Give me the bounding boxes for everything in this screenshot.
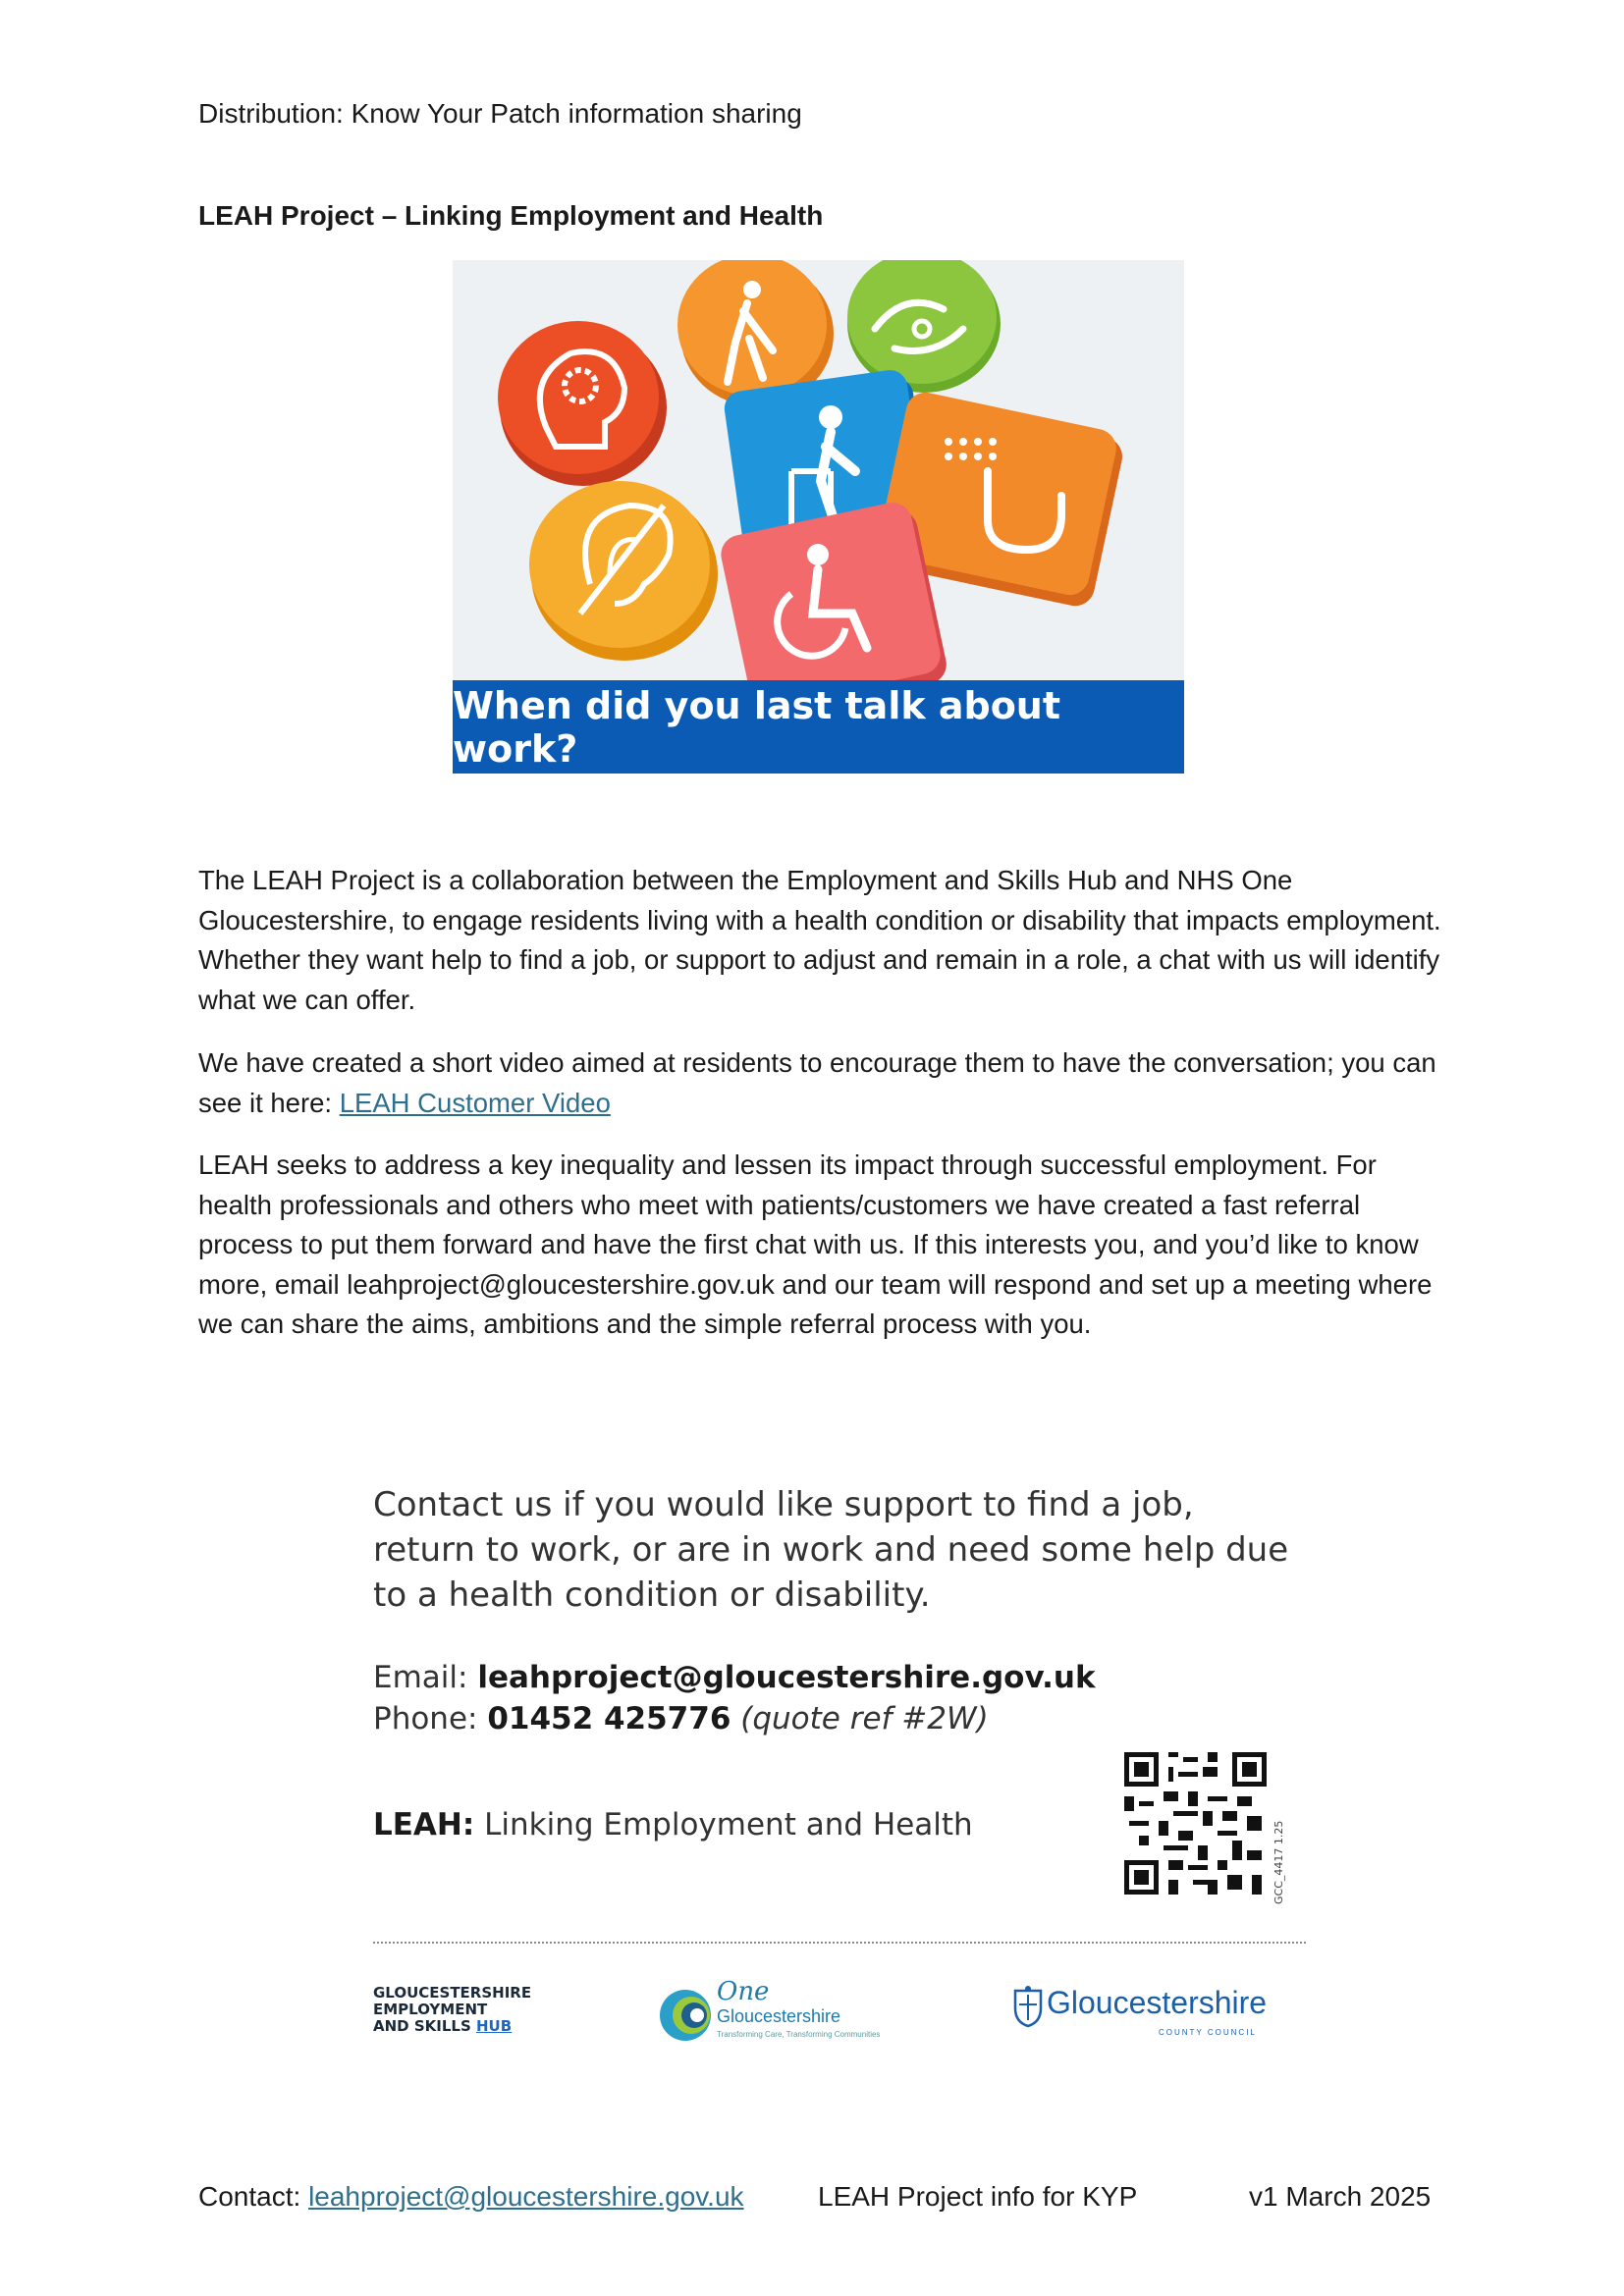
distribution-line: Distribution: Know Your Patch information sharing: [198, 98, 802, 129]
referral-paragraph: [198, 1146, 1445, 1366]
leah-text: Linking Employment and Health: [474, 1807, 973, 1842]
contact-phone-line: [373, 1698, 989, 1739]
one-word: One: [717, 1977, 770, 2006]
page-title: LEAH Project – Linking Employment and Health: [198, 200, 824, 231]
gcc-sub: COUNTY COUNCIL: [1159, 2028, 1257, 2037]
leah-label: LEAH:: [373, 1807, 475, 1842]
paragraph-collaboration: The LEAH Project is a collaboration between the Employment and Skills Hub and NHS One Gloucestershire, to engage residents living with a health condition or disability that impacts employment. Whether they want help to find a job, or support to adjust and remain in a role, a chat with us will identify what we can offer.: [198, 865, 1441, 1015]
intro-paragraph: [198, 861, 1445, 1041]
one-name: Gloucestershire: [717, 2006, 841, 2026]
swirl-icon: [658, 1986, 713, 2045]
hub-word: HUB: [476, 2017, 513, 2035]
footer-contact-label: Contact:: [198, 2181, 309, 2212]
qr-code[interactable]: [1124, 1752, 1267, 1895]
coat-of-arms-icon: [1011, 1985, 1045, 2028]
contact-email-line: [373, 1657, 1096, 1698]
footer-contact: [198, 2181, 744, 2213]
hero-image: [453, 260, 1184, 774]
leah-tagline: [373, 1804, 973, 1845]
paragraph-video-text: We have created a short video aimed at residents to encourage them to have the conversation; you can see it here:: [198, 1047, 1436, 1118]
one-gloucestershire-logo: [658, 1977, 893, 2050]
accessibility-icons-illustration: [453, 260, 1184, 682]
phone-label: Phone:: [373, 1701, 488, 1736]
hub-line-2: EMPLOYMENT: [373, 2001, 488, 2018]
reference-code: GCC_4417 1.25: [1272, 1820, 1285, 1904]
gcc-name: Gloucestershire: [1047, 1985, 1268, 2020]
divider: [373, 1942, 1306, 1944]
email-label: Email:: [373, 1660, 478, 1695]
hero-banner: When did you last talk about work?: [453, 680, 1184, 774]
paragraph-referral: LEAH seeks to address a key inequality and lessen its impact through successful employment. For health professionals and others who meet with patients/customers we have created a fast referral process to put them forward and have the first chat with us. If this interests you, and you’d like to know more, email leahproject@gloucestershire.gov.uk and our team will respond and set up a meeting where we can share the aims, ambitions and the simple referral process with you.: [198, 1149, 1433, 1339]
phone-ref: (quote ref #2W): [740, 1701, 989, 1736]
one-tagline: Transforming Care, Transforming Communities: [717, 2030, 881, 2039]
contact-phone[interactable]: 01452 425776: [487, 1701, 731, 1736]
contact-lead: Contact us if you would like support to find a job, return to work, or are in work and need some help due to a health condition or disability.: [373, 1485, 1289, 1615]
contact-block: [373, 1482, 1296, 1618]
video-paragraph: [198, 1043, 1445, 1145]
footer-doc-title: LEAH Project info for KYP: [818, 2181, 1138, 2212]
hub-line-1: GLOUCESTERSHIRE: [373, 1984, 532, 2002]
footer-email-link[interactable]: leahproject@gloucestershire.gov.uk: [308, 2181, 744, 2212]
hub-line-3: AND SKILLS: [373, 2017, 476, 2035]
footer-version: v1 March 2025: [1249, 2181, 1432, 2212]
gloucestershire-county-council-logo: [1011, 1985, 1267, 2044]
contact-email[interactable]: leahproject@gloucestershire.gov.uk: [477, 1660, 1096, 1695]
employment-skills-hub-logo: [373, 1985, 531, 2035]
customer-video-link[interactable]: LEAH Customer Video: [339, 1087, 611, 1118]
